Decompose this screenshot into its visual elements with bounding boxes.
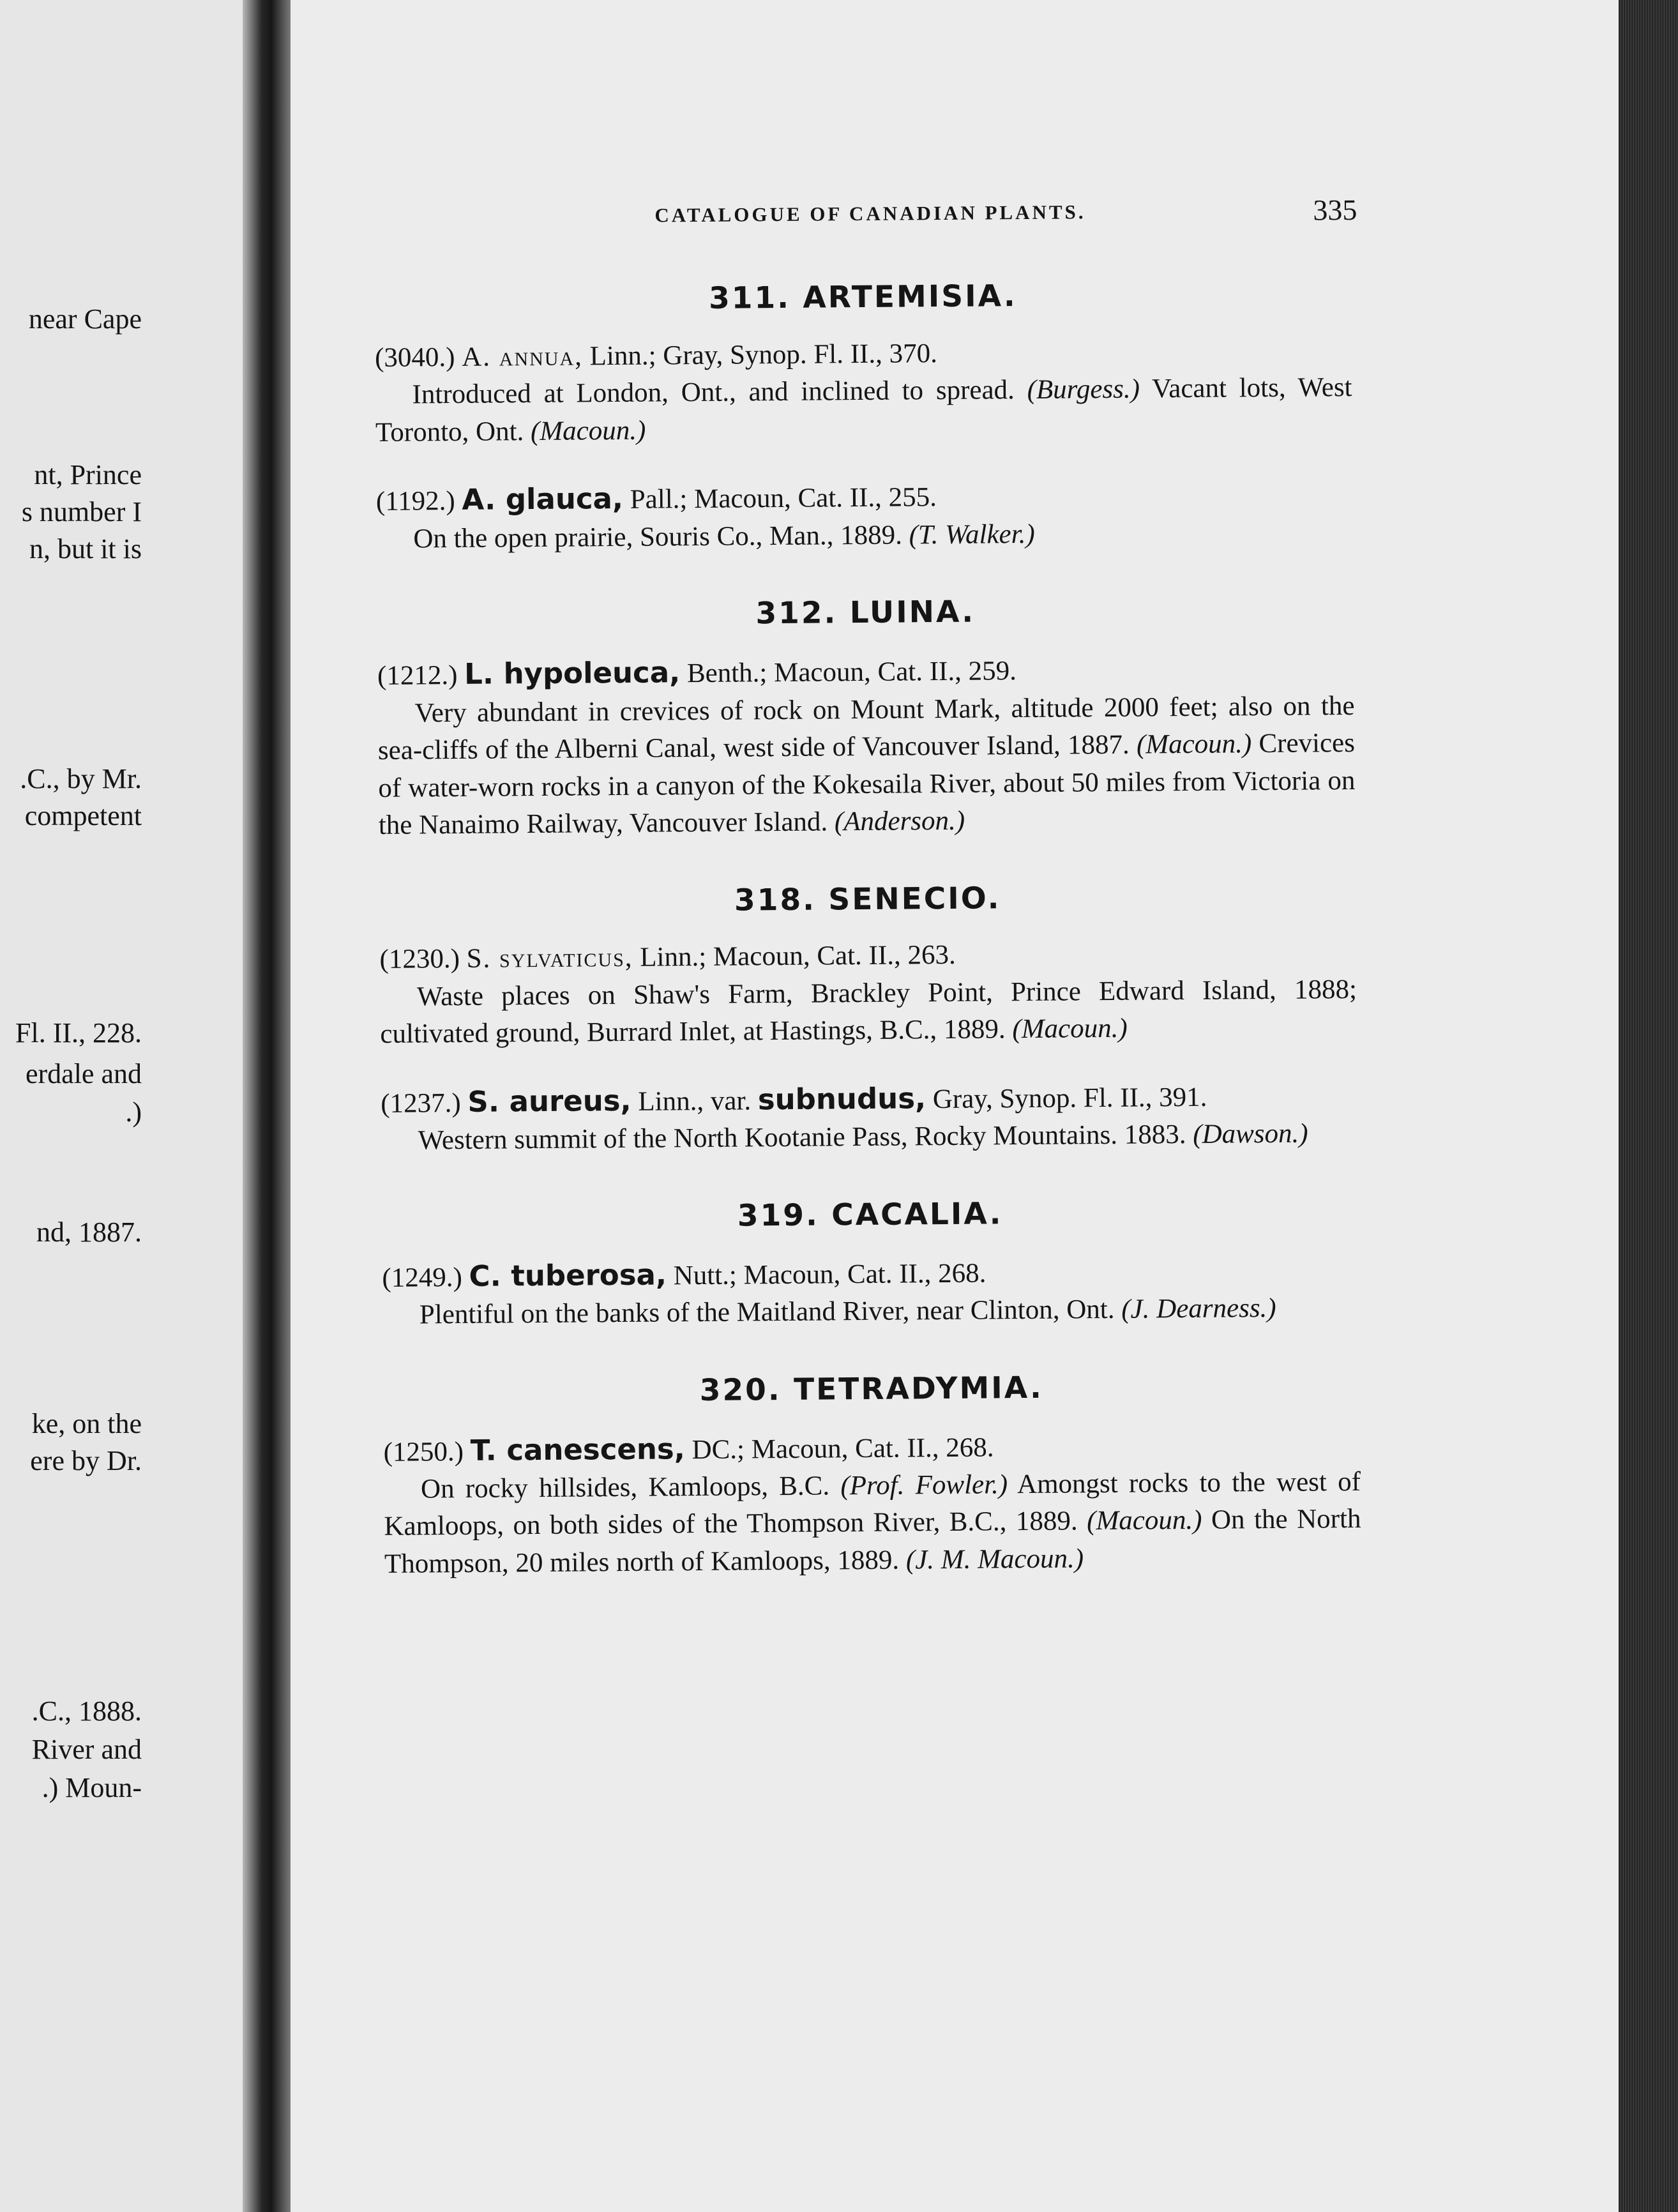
running-head	[374, 178, 1357, 230]
species-name: A. glauca,	[462, 481, 624, 517]
genus-section	[379, 875, 1358, 1160]
collector-credit: (Macoun.)	[1012, 1013, 1128, 1045]
left-facing-page	[0, 0, 243, 2212]
collector-credit: (Macoun.)	[1087, 1505, 1202, 1536]
locality-text: Waste places on Shaw's Farm, Brackley Point, Prince Edward Island, 1888; cultivated ground, Burrard Inlet, at Hastings, B.C., 1889.	[380, 974, 1357, 1050]
species-entry	[382, 1250, 1359, 1335]
left-page-line: near Cape	[28, 303, 142, 335]
species-entry	[377, 648, 1356, 844]
book-gutter	[243, 0, 291, 2212]
entry-description	[380, 971, 1357, 1054]
locality-text: Western summit of the North Kootanie Pass, Rocky Mountains. 1883.	[418, 1119, 1193, 1156]
genus-section	[383, 1365, 1362, 1584]
left-page-line: River and	[31, 1734, 142, 1765]
citation: Linn.; Gray, Synop. Fl. II., 370.	[589, 338, 938, 372]
entry-number: (1249.)	[382, 1262, 463, 1293]
page-content	[374, 178, 1362, 1612]
left-page-line: Fl. II., 228.	[15, 1017, 142, 1049]
species-name: S. aureus,	[467, 1083, 631, 1119]
collector-credit: (Prof. Fowler.)	[840, 1469, 1008, 1501]
genus-section	[374, 273, 1353, 558]
species-name: L. hypoleuca,	[464, 655, 681, 692]
variety-name: subnudus,	[757, 1081, 926, 1117]
left-page-line: .C., by Mr.	[20, 763, 142, 794]
left-page-line: ere by Dr.	[30, 1445, 142, 1476]
running-title: CATALOGUE OF CANADIAN PLANTS.	[654, 201, 1086, 227]
entry-description	[381, 1115, 1358, 1160]
left-page-line: n, but it is	[29, 533, 142, 564]
entry-description	[376, 513, 1353, 558]
entry-description	[377, 688, 1356, 845]
citation: Nutt.; Macoun, Cat. II., 268.	[673, 1258, 986, 1291]
genus-heading: 320. TETRADYMIA.	[699, 1370, 1044, 1408]
locality-text: Vacant lots, West Toronto, Ont.	[375, 372, 1352, 448]
entry-description	[375, 369, 1352, 451]
collector-credit: (Macoun.)	[530, 415, 646, 446]
genus-heading: 311. ARTEMISIA.	[708, 278, 1017, 316]
species-name: A. annua,	[462, 341, 584, 372]
left-page-line: nd, 1887.	[36, 1216, 142, 1248]
locality-text: On rocky hillsides, Kamloops, B.C.	[420, 1471, 841, 1504]
species-name: T. canescens,	[470, 1431, 686, 1467]
page-edge-stack	[1619, 0, 1678, 2212]
genus-section	[381, 1191, 1359, 1335]
species-entry	[376, 473, 1354, 558]
collector-credit: (J. M. Macoun.)	[905, 1543, 1084, 1575]
collector-credit: (Dawson.)	[1193, 1118, 1308, 1150]
species-entry	[381, 1075, 1358, 1160]
genus-heading: 318. SENECIO.	[734, 880, 1001, 918]
left-page-line: competent	[24, 800, 142, 831]
species-entry	[383, 1423, 1361, 1583]
citation: DC.; Macoun, Cat. II., 268.	[692, 1432, 994, 1465]
collector-credit: (Burgess.)	[1027, 374, 1140, 405]
entry-number: (1192.)	[375, 486, 455, 517]
species-entry	[379, 934, 1357, 1053]
locality-text: Plentiful on the banks of the Maitland River, near Clinton, Ont.	[419, 1294, 1122, 1330]
left-page-line: ke, on the	[31, 1408, 142, 1439]
genus-heading: 319. CACALIA.	[737, 1196, 1003, 1234]
locality-text: On the open prairie, Souris Co., Man., 1889.	[413, 520, 909, 554]
locality-text: Amongst rocks to the west of Kamloops, on both sides of the Thompson River, B.C., 1889.	[384, 1466, 1361, 1542]
left-page-line: .)	[125, 1096, 142, 1128]
left-page-line: s number I	[21, 496, 142, 527]
left-page-line: .) Moun-	[42, 1772, 142, 1803]
species-name: C. tuberosa,	[469, 1257, 667, 1293]
species-entry	[375, 332, 1352, 451]
genus-section	[377, 589, 1356, 844]
entry-number: (3040.)	[374, 342, 455, 373]
citation: Pall.; Macoun, Cat. II., 255.	[630, 482, 937, 515]
citation-prefix: Linn., var.	[638, 1086, 752, 1117]
locality-text: On the North Thompson, 20 miles north of Kamloops, 1889.	[384, 1504, 1361, 1579]
species-name: S. sylvaticus,	[466, 943, 633, 974]
left-page-line: nt, Prince	[34, 459, 142, 490]
left-page-line: erdale and	[26, 1058, 142, 1089]
citation: Linn.; Macoun, Cat. II., 263.	[640, 940, 956, 973]
locality-text: Introduced at London, Ont., and inclined to spread.	[412, 375, 1027, 410]
citation: Gray, Synop. Fl. II., 391.	[932, 1082, 1207, 1114]
genus-heading: 312. LUINA.	[755, 594, 976, 632]
entry-number: (1237.)	[381, 1087, 461, 1119]
citation: Benth.; Macoun, Cat. II., 259.	[686, 656, 1017, 689]
entry-description	[384, 1464, 1361, 1583]
locality-text: Crevices of water-worn rocks in a canyon of the Kokesaila River, about 50 miles from Victoria on the Nanaimo Railway, Vancouver Island.	[378, 728, 1356, 840]
collector-credit: (Macoun.)	[1136, 729, 1252, 760]
entry-number: (1212.)	[377, 660, 458, 692]
page-number: 335	[1313, 193, 1357, 227]
collector-credit: (J. Dearness.)	[1121, 1293, 1276, 1324]
entry-number: (1250.)	[383, 1436, 464, 1467]
catalogue-sections	[374, 273, 1361, 1583]
entry-number: (1230.)	[379, 944, 460, 975]
left-page-line: .C., 1888.	[31, 1695, 142, 1727]
collector-credit: (T. Walker.)	[909, 519, 1035, 550]
collector-credit: (Anderson.)	[834, 805, 965, 837]
locality-text: Very abundant in crevices of rock on Mount Mark, altitude 2000 feet; also on the sea-cliffs of the Alberni Canal, west side of Vancouver Island, 1887.	[377, 690, 1355, 766]
entry-description	[382, 1289, 1359, 1334]
